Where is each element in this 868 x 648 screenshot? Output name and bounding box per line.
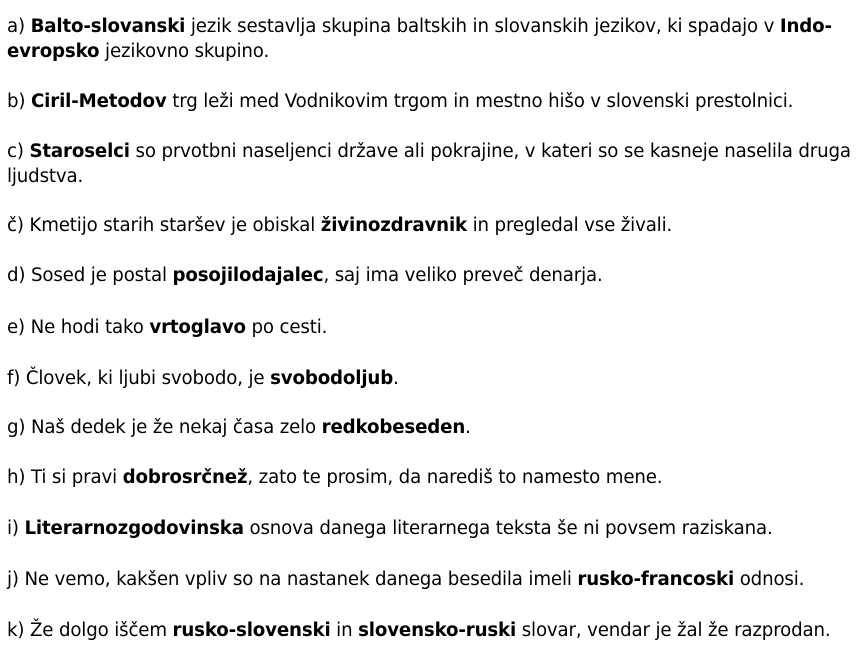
- bold-term: vrtoglavo: [149, 317, 246, 338]
- sentence-text: i): [7, 518, 25, 539]
- bold-term: Literarnozgodovinska: [24, 518, 244, 539]
- sentence-text: .: [393, 368, 399, 389]
- bold-term: Indo-evropsko: [7, 16, 832, 62]
- bold-term: posojilodajalec: [172, 265, 324, 286]
- bold-term: rusko-francoski: [577, 569, 735, 590]
- sentence-text: d) Sosed je postal: [7, 265, 173, 286]
- sentence-text: , zato te prosim, da narediš to namesto mene.: [247, 467, 663, 488]
- sentence-text: trg leži med Vodnikovim trgom in mestno hišo v slovenski prestolnici.: [166, 91, 794, 112]
- sentence-text: g) Naš dedek je že nekaj časa zelo: [7, 417, 322, 438]
- sentence-g: [7, 415, 865, 440]
- sentence-text: in: [330, 620, 359, 641]
- sentence-text: k) Že dolgo iščem: [7, 620, 173, 641]
- sentence-text: e) Ne hodi tako: [7, 317, 150, 338]
- sentence-c: [7, 139, 865, 189]
- sentence-b: [7, 89, 865, 114]
- sentence-text: jezik sestavlja skupina baltskih in slovanskih jezikov, ki spadajo v: [185, 16, 780, 37]
- bold-term: Balto-slovanski: [30, 16, 186, 37]
- sentence-text: osnova danega literarnega teksta še ni povsem raziskana.: [243, 518, 773, 539]
- sentence-text: b): [7, 91, 31, 112]
- sentence-text: j) Ne vemo, kakšen vpliv so na nastanek danega besedila imeli: [7, 569, 578, 590]
- sentence-text: odnosi.: [734, 569, 805, 590]
- bold-term: Staroselci: [29, 141, 130, 162]
- sentence-text: po cesti.: [245, 317, 328, 338]
- sentence-j: [7, 567, 865, 592]
- bold-term: rusko-slovenski: [172, 620, 331, 641]
- sentence-c-caron: [7, 213, 865, 238]
- sentence-i: [7, 516, 865, 541]
- sentence-text: , saj ima veliko preveč denarja.: [323, 265, 603, 286]
- sentence-text: č) Kmetijo starih staršev je obiskal: [7, 215, 321, 236]
- sentence-e: [7, 315, 865, 340]
- sentence-text: in pregledal vse živali.: [467, 215, 673, 236]
- sentence-k: [7, 618, 865, 643]
- sentence-text: .: [465, 417, 471, 438]
- sentence-h: [7, 465, 865, 490]
- sentence-text: c): [7, 141, 30, 162]
- sentence-a: [7, 14, 865, 64]
- sentence-f: [7, 366, 865, 391]
- bold-term: slovensko-ruski: [358, 620, 517, 641]
- sentence-text: a): [7, 16, 31, 37]
- sentence-text: f) Človek, ki ljubi svobodo, je: [7, 368, 271, 389]
- bold-term: živinozdravnik: [320, 215, 467, 236]
- sentence-text: so prvotbni naseljenci države ali pokrajine, v kateri so se kasneje naselila druga ljudstva.: [7, 141, 851, 187]
- bold-term: redkobeseden: [321, 417, 466, 438]
- bold-term: svobodoljub: [270, 368, 394, 389]
- sentence-text: jezikovno skupino.: [99, 41, 270, 62]
- sentence-text: h) Ti si pravi: [7, 467, 123, 488]
- bold-term: Ciril-Metodov: [30, 91, 167, 112]
- bold-term: dobrosrčnež: [122, 467, 248, 488]
- sentence-text: slovar, vendar je žal že razprodan.: [516, 620, 831, 641]
- sentence-d: [7, 263, 865, 288]
